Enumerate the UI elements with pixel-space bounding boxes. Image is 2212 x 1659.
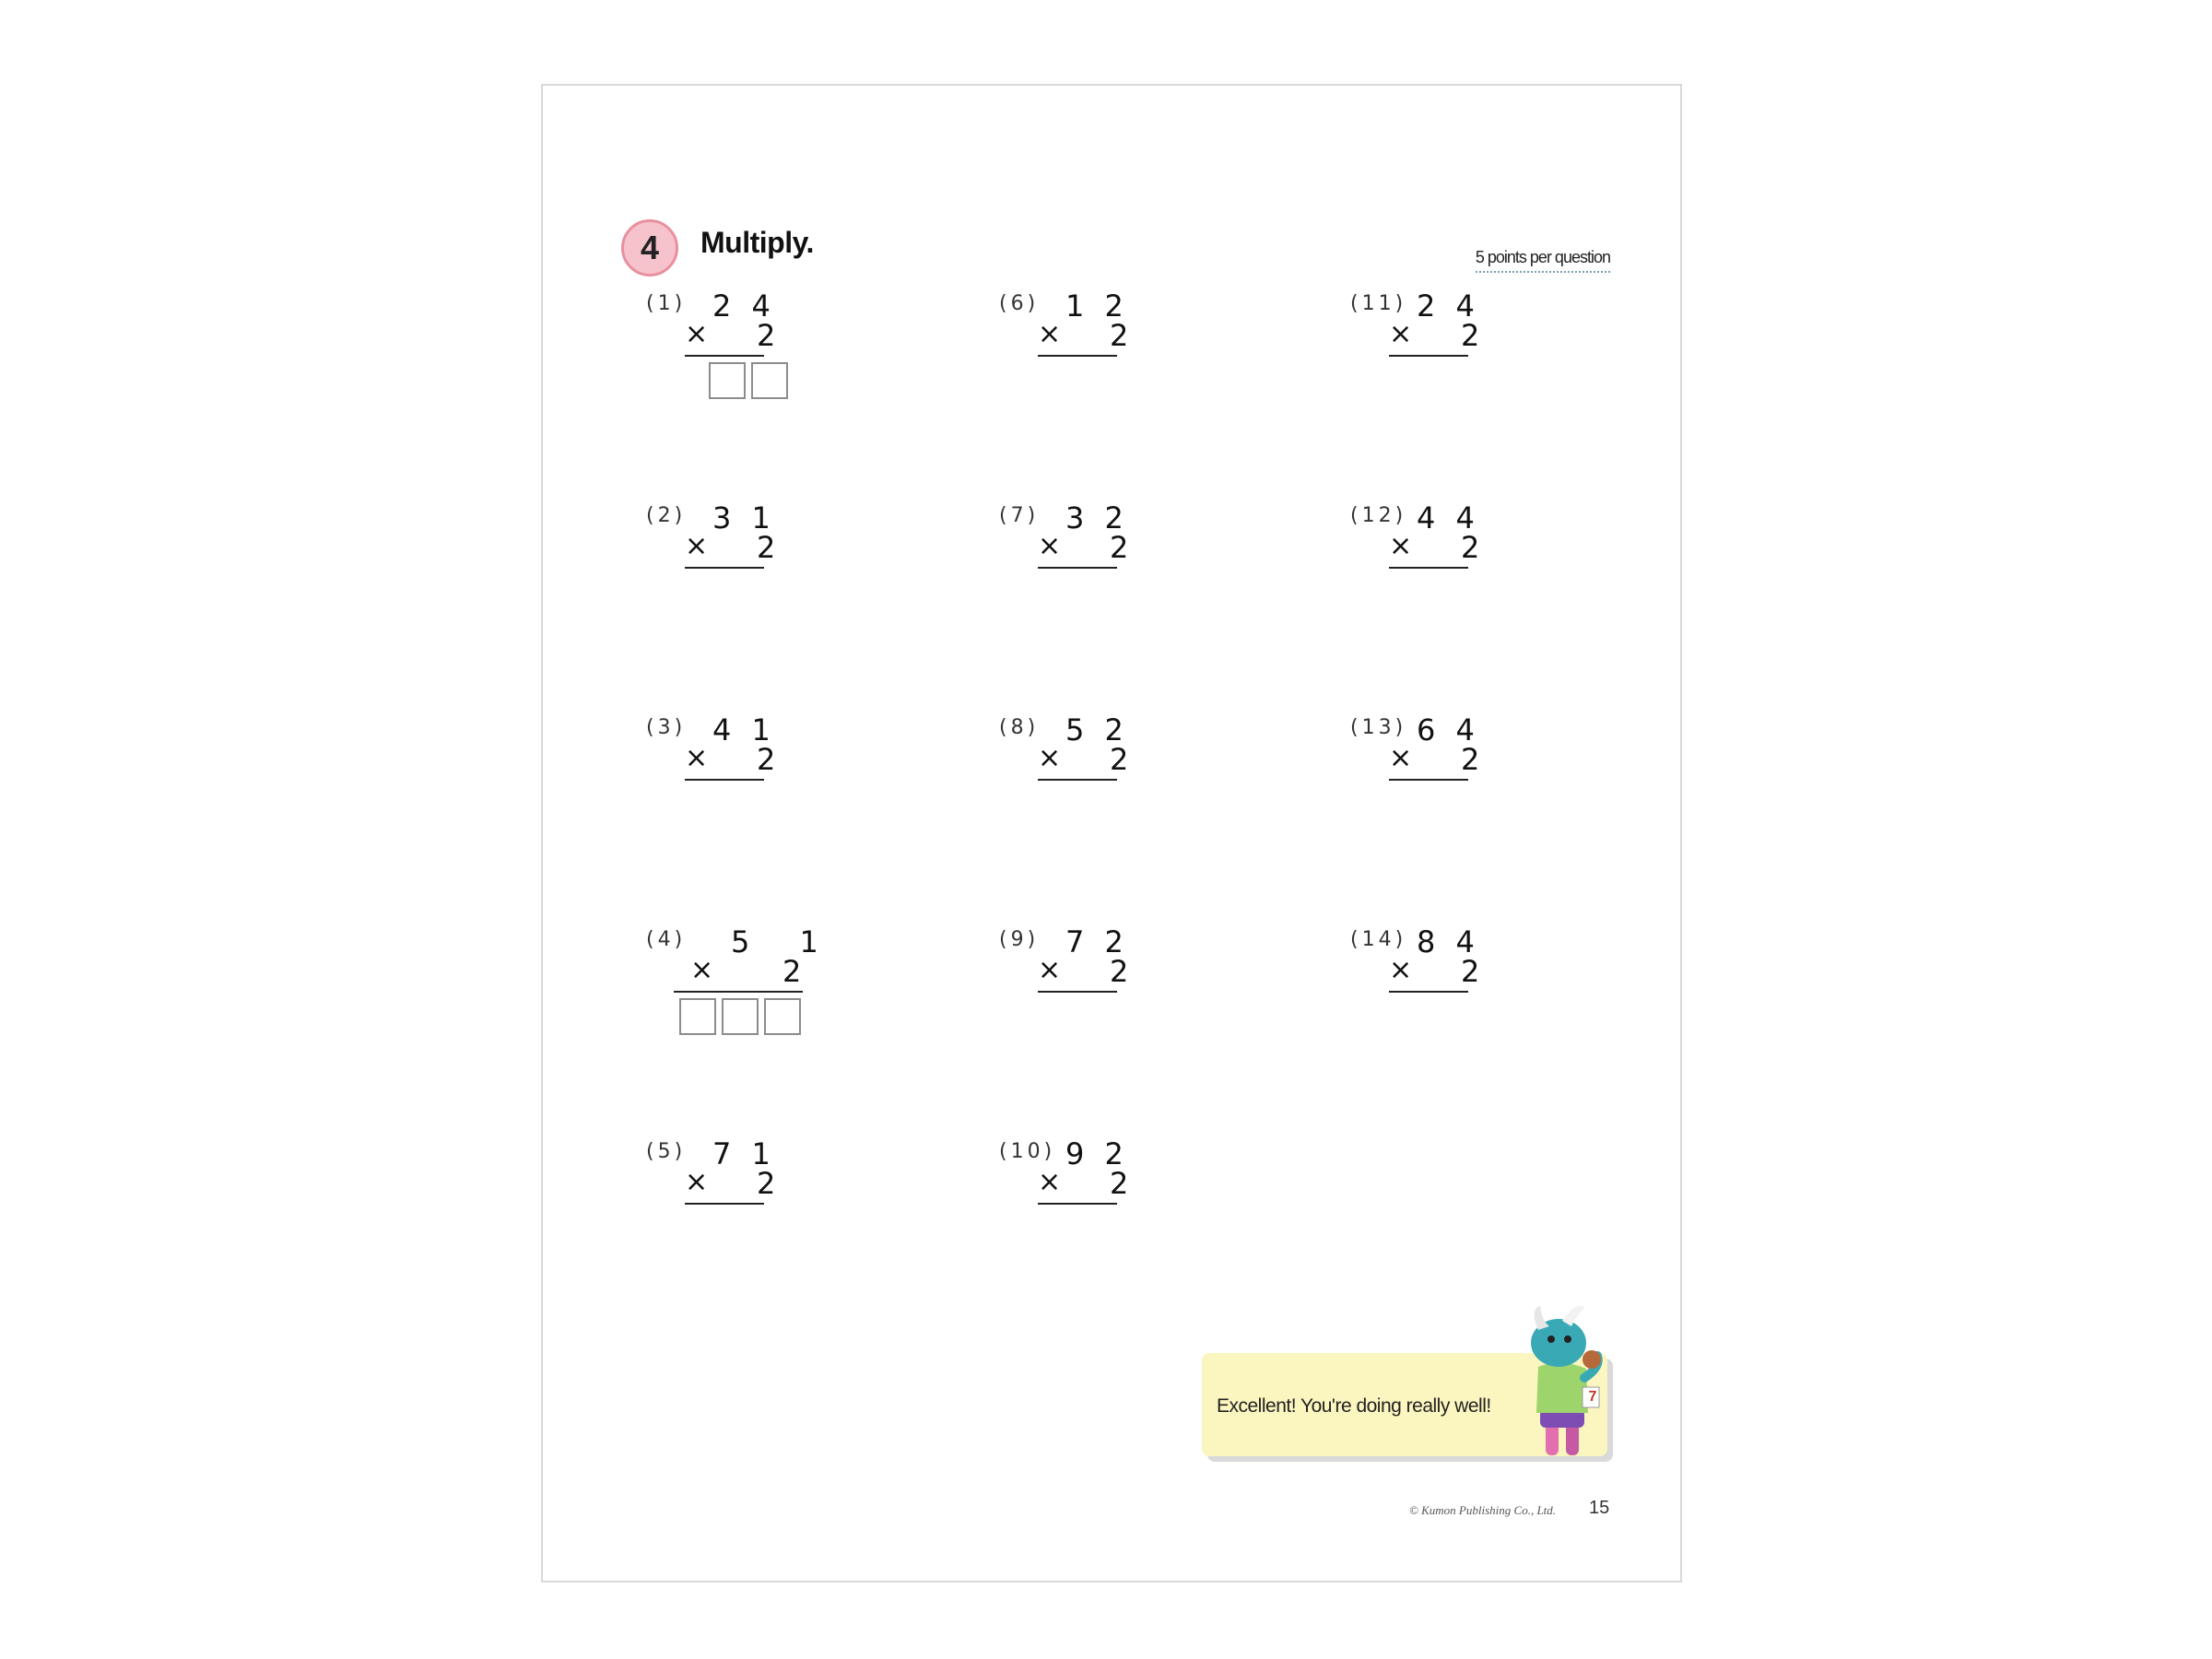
multiplier: 2 xyxy=(1461,318,1480,353)
multiplier: 2 xyxy=(757,530,776,565)
multiplication-problem xyxy=(999,712,1239,841)
problem-number: (3) xyxy=(646,716,687,739)
answer-line xyxy=(1038,567,1117,569)
multiplicand: 6 4 xyxy=(1417,712,1480,747)
multiply-sign: × xyxy=(1038,954,1062,986)
multiply-sign: × xyxy=(685,530,709,562)
multiply-sign: × xyxy=(1389,318,1413,350)
problem-number: (7) xyxy=(999,504,1040,527)
multiplication-problem xyxy=(1350,712,1590,841)
multiply-sign: × xyxy=(1038,1166,1062,1198)
answer-line xyxy=(1038,1203,1117,1205)
multiplication-problem xyxy=(646,1136,886,1265)
multiplicand: 4 4 xyxy=(1417,500,1480,535)
multiply-sign: × xyxy=(1038,742,1062,774)
answer-line xyxy=(685,355,764,357)
answer-line xyxy=(1389,567,1468,569)
points-per-question: 5 points per question xyxy=(1476,248,1610,273)
multiplication-problem xyxy=(646,712,886,841)
answer-line xyxy=(1389,991,1468,993)
encouragement-text: Excellent! You're doing really well! xyxy=(1217,1395,1491,1417)
section-number-badge xyxy=(621,219,678,276)
answer-line xyxy=(685,567,764,569)
answer-line xyxy=(1389,355,1468,357)
multiplier: 2 xyxy=(1461,530,1480,565)
problem-number: (9) xyxy=(999,928,1040,951)
problem-number: (1) xyxy=(646,292,687,315)
multiplicand: 3 2 xyxy=(1065,500,1129,535)
problem-number: (5) xyxy=(646,1140,687,1163)
multiplier: 2 xyxy=(1110,318,1129,353)
multiplier: 2 xyxy=(1110,954,1129,989)
multiplicand: 5 1 xyxy=(731,924,839,959)
multiplication-problem xyxy=(1350,924,1590,1053)
problem-number: (14) xyxy=(1350,928,1407,951)
problem-number: (11) xyxy=(1350,292,1407,315)
multiplication-problem xyxy=(646,924,886,1053)
multiply-sign: × xyxy=(1389,742,1413,774)
problem-number: (13) xyxy=(1350,716,1407,739)
section-number: 4 xyxy=(640,229,660,266)
multiplicand: 7 1 xyxy=(712,1136,776,1171)
multiplication-problem xyxy=(999,500,1239,629)
multiplication-problem xyxy=(999,288,1239,418)
answer-line xyxy=(674,991,803,993)
answer-box[interactable] xyxy=(751,362,788,399)
answer-box[interactable] xyxy=(722,998,759,1035)
multiply-sign: × xyxy=(1038,318,1062,350)
problem-number: (8) xyxy=(999,716,1040,739)
multiplier: 2 xyxy=(1110,530,1129,565)
multiplier: 2 xyxy=(757,1166,776,1201)
multiplicand: 1 2 xyxy=(1065,288,1129,324)
answer-line xyxy=(685,779,764,781)
answer-box[interactable] xyxy=(679,998,716,1035)
multiplicand: 5 2 xyxy=(1065,712,1129,747)
instruction-heading: Multiply. xyxy=(700,226,814,259)
multiplier: 2 xyxy=(757,742,776,777)
problem-number: (4) xyxy=(646,928,687,951)
multiplier: 2 xyxy=(757,318,776,353)
multiplier: 2 xyxy=(1461,742,1480,777)
multiply-sign: × xyxy=(1389,530,1413,562)
problem-number: (6) xyxy=(999,292,1040,315)
multiplier: 2 xyxy=(782,954,802,989)
problem-number: (10) xyxy=(999,1140,1056,1163)
problem-number: (12) xyxy=(1350,504,1407,527)
multiply-sign: × xyxy=(1038,530,1062,562)
multiplicand: 3 1 xyxy=(712,500,776,535)
multiplicand: 2 4 xyxy=(1417,288,1480,324)
multiplicand: 9 2 xyxy=(1065,1136,1129,1171)
multiply-sign: × xyxy=(685,742,709,774)
page-number: 15 xyxy=(1589,1498,1610,1518)
multiplication-problem xyxy=(1350,288,1590,418)
multiplication-problem xyxy=(646,288,886,418)
multiplicand: 8 4 xyxy=(1417,924,1480,959)
multiplication-problem xyxy=(999,924,1239,1053)
multiplication-problem xyxy=(646,500,886,629)
answer-box[interactable] xyxy=(764,998,801,1035)
multiplication-problem xyxy=(999,1136,1239,1265)
multiply-sign: × xyxy=(1389,954,1413,986)
multiplicand: 7 2 xyxy=(1065,924,1129,959)
multiplication-problem xyxy=(1350,500,1590,629)
answer-line xyxy=(685,1203,764,1205)
answer-line xyxy=(1389,779,1468,781)
answer-line xyxy=(1038,779,1117,781)
multiply-sign: × xyxy=(690,954,714,986)
answer-box[interactable] xyxy=(709,362,746,399)
multiply-sign: × xyxy=(685,318,709,350)
multiplicand: 2 4 xyxy=(712,288,776,324)
problem-number: (2) xyxy=(646,504,687,527)
answer-line xyxy=(1038,355,1117,357)
multiplicand: 4 1 xyxy=(712,712,776,747)
multiply-sign: × xyxy=(685,1166,709,1198)
copyright-notice: © Kumon Publishing Co., Ltd. xyxy=(1409,1503,1557,1517)
multiplier: 2 xyxy=(1110,742,1129,777)
answer-line xyxy=(1038,991,1117,993)
rhino-mascot-icon xyxy=(1511,1302,1612,1468)
multiplier: 2 xyxy=(1110,1166,1129,1201)
multiplier: 2 xyxy=(1461,954,1480,989)
mascot-shirt-number: 7 xyxy=(1588,1389,1597,1405)
worksheet-page xyxy=(541,84,1682,1583)
